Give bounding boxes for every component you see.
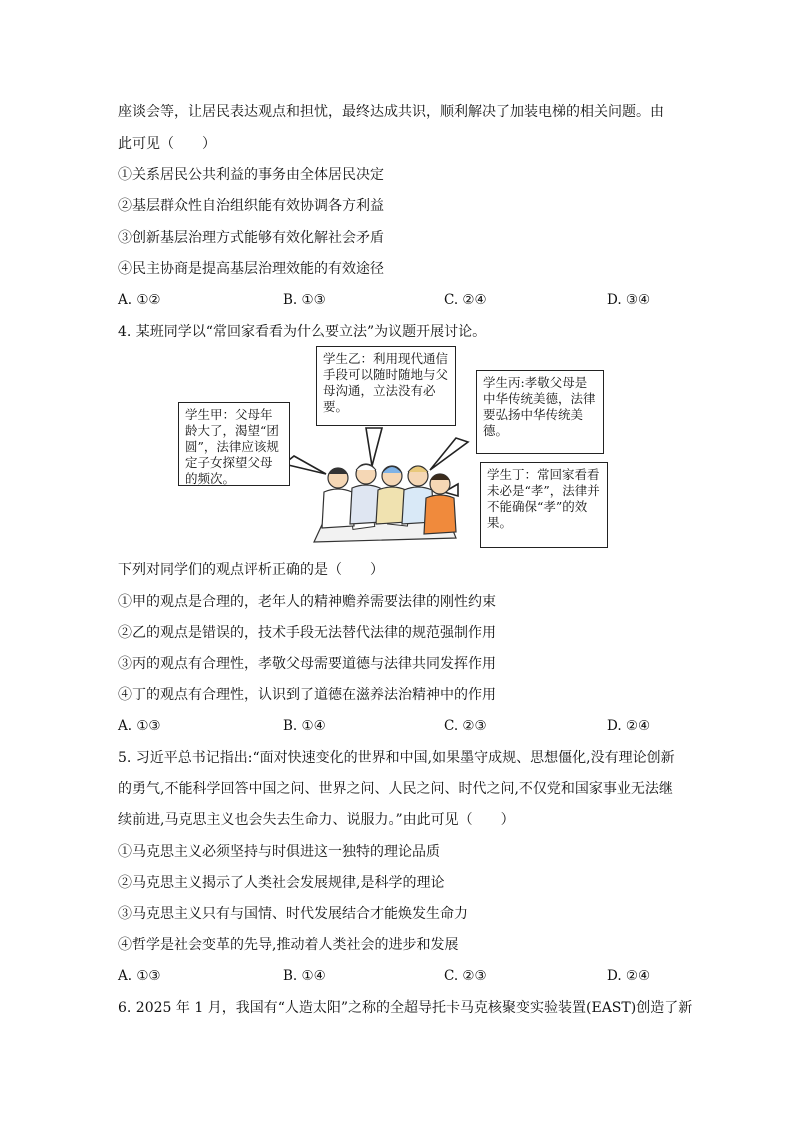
- bubble-student-jia-text: 学生甲：父母年龄大了，渴望“团圆”，法律应该规定子女探望父母的频次。: [185, 407, 279, 486]
- bubble-student-ding-text: 学生丁：常回家看看未必是“孝”，法律并不能确保“孝”的效果。: [487, 467, 600, 530]
- q5-item-1: ①马克思主义必须坚持与时俱进这一独特的理论品质: [118, 844, 440, 860]
- q5-option-b: B. ①④: [283, 968, 326, 984]
- q4-option-a: A. ①③: [118, 718, 161, 734]
- q3-option-b: B. ①③: [283, 292, 326, 308]
- bubble-student-jia: [178, 402, 290, 486]
- q3-item-1: ①关系居民公共利益的事务由全体居民决定: [118, 167, 384, 183]
- q5-item-3: ③马克思主义只有与国情、时代发展结合才能焕发生命力: [118, 906, 468, 922]
- bubble-student-yi: [316, 346, 456, 426]
- bubble-student-yi-text: 学生乙：利用现代通信手段可以随时随地与父母沟通，立法没有必要。: [323, 351, 449, 414]
- q5-stem-line-1: 5. 习近平总书记指出:“面对快速变化的世界和中国,如果墨守成规、思想僵化,没有理论创新: [118, 750, 675, 766]
- q5-option-d: D. ②④: [607, 968, 651, 984]
- q5-item-4: ④哲学是社会变革的先导,推动着人类社会的进步和发展: [118, 937, 459, 953]
- q3-continuation-line-2: 此可见（ ）: [118, 136, 216, 152]
- q4-stem: 4. 某班同学以“常回家看看为什么要立法”为议题开展讨论。: [118, 324, 487, 340]
- q3-item-4: ④民主协商是提高基层治理效能的有效途径: [118, 261, 384, 277]
- q4-item-1: ①甲的观点是合理的，老年人的精神赡养需要法律的刚性约束: [118, 594, 496, 610]
- q5-option-a: A. ①③: [118, 968, 161, 984]
- q4-item-2: ②乙的观点是错误的，技术手段无法替代法律的规范强制作用: [118, 625, 496, 641]
- q4-item-4: ④丁的观点有合理性，认识到了道德在滋养法治精神中的作用: [118, 687, 496, 703]
- q5-stem-line-2: 的勇气,不能科学回答中国之问、世界之问、人民之问、时代之问,不仅党和国家事业无法继: [118, 781, 673, 797]
- q3-option-a: A. ①②: [118, 292, 161, 308]
- q4-option-c: C. ②③: [444, 718, 487, 734]
- q4-option-b: B. ①④: [283, 718, 326, 734]
- q4-option-d: D. ②④: [607, 718, 651, 734]
- q3-option-c: C. ②④: [444, 292, 487, 308]
- bubble-student-bing-text: 学生丙:孝敬父母是中华传统美德，法律要弘扬中华传统美德。: [483, 375, 596, 438]
- q5-item-2: ②马克思主义揭示了人类社会发展规律,是科学的理论: [118, 875, 445, 891]
- q4-question: 下列对同学们的观点评析正确的是（ ）: [118, 562, 384, 578]
- q5-option-c: C. ②③: [444, 968, 487, 984]
- q5-stem-line-3: 续前进,马克思主义也会失去生命力、说服力。”由此可见（ ）: [118, 812, 515, 828]
- bubble-student-bing: [476, 370, 604, 454]
- bubble-student-ding: [480, 462, 608, 548]
- q6-stem: 6. 2025 年 1 月，我国有“人造太阳”之称的全超导托卡马克核聚变实验装置(EAST)创造了新: [118, 1000, 693, 1016]
- q3-item-2: ②基层群众性自治组织能有效协调各方利益: [118, 198, 384, 214]
- q3-option-d: D. ③④: [607, 292, 651, 308]
- q4-discussion-illustration: [176, 346, 610, 550]
- q3-continuation-line: 座谈会等，让居民表达观点和担忧，最终达成共识，顺利解决了加装电梯的相关问题。由: [118, 104, 664, 120]
- q3-item-3: ③创新基层治理方式能够有效化解社会矛盾: [118, 230, 384, 246]
- q4-item-3: ③丙的观点有合理性，孝敬父母需要道德与法律共同发挥作用: [118, 656, 496, 672]
